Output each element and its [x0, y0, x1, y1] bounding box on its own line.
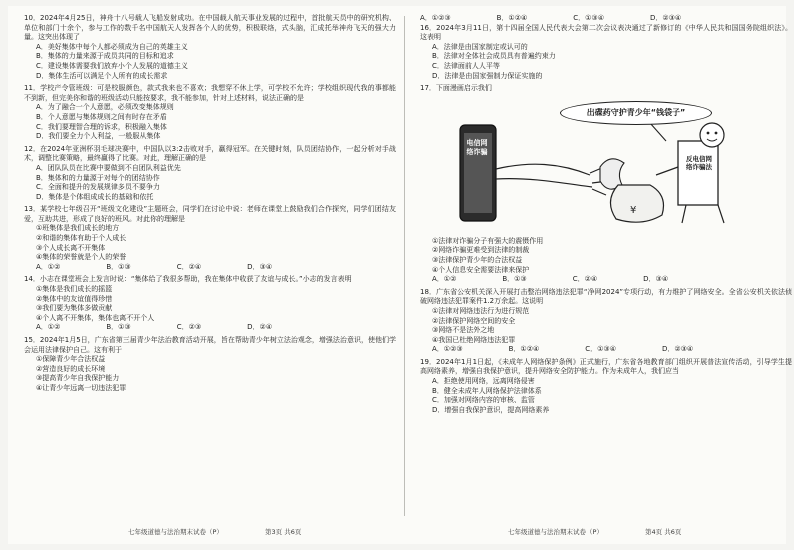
- question-stem: 17．下面漫画启示我们: [420, 84, 492, 93]
- question-stem: 12．在2024年亚洲杯羽毛球决赛中，中国队以3:2击败对手，赢得冠军。在关键时刻，队员团结协作，一起分析对手战术，调整比赛策略，最终赢得了比赛。对此，理解正确的是: [24, 144, 396, 163]
- question-13: [24, 205, 396, 272]
- option: D．法律是由国家强制力保证实施的: [432, 71, 543, 80]
- choice: C．①③④: [585, 345, 616, 354]
- choice: B．①③: [106, 262, 131, 271]
- column-divider: [404, 16, 405, 516]
- option: A．法律是由国家制定或认可的: [432, 42, 528, 51]
- option: ②营造良好的成长环境: [36, 364, 106, 373]
- option: ③提高青少年自我保护能力: [36, 374, 120, 383]
- choice: A．①②③: [432, 345, 463, 354]
- question-15: [24, 336, 396, 394]
- option: ④个人离不开集体，集体也离不开个人: [36, 313, 155, 322]
- option: C．我们要理智合理的诉求，积极融入集体: [36, 122, 167, 131]
- choice: A．①②: [36, 323, 61, 332]
- option: B．集体和的力量源于对每个的团结协作: [36, 173, 160, 182]
- answer-choices: [420, 275, 792, 285]
- option: ④我国已杜绝网络违法犯罪: [432, 335, 516, 344]
- left-column: [24, 14, 396, 397]
- option: ①保障青少年合法权益: [36, 355, 106, 364]
- option: D．集体是个体组成成长的基础和依托: [36, 192, 154, 201]
- left-footer: [128, 527, 341, 536]
- question-stem: 14．小志在课堂班会上发言时说：“集体给了我很多帮助，我在集体中收获了友谊与成长。”小志的发言表明: [24, 275, 352, 284]
- option: C．全面和提升的发展规律多员不要争力: [36, 183, 160, 192]
- choice: C．②④: [176, 262, 202, 271]
- option: ①法律对诈骗分子有强大的震慑作用: [432, 236, 544, 245]
- answer-choices: [420, 345, 792, 355]
- question-stem: 18．广东省公安机关深入开展打击整治网络违法犯罪“净网2024”专项行动，有力维护了网络安全。全省公安机关依法侦破网络违法犯罪案件1.2万余起。这说明: [420, 287, 792, 306]
- option: B．健全未成年人网络保护法律体系: [432, 386, 542, 395]
- option: ②网络诈骗更难受到法律的制裁: [432, 246, 530, 255]
- option: ③网络不是法外之地: [432, 326, 495, 335]
- page-number: 第3页 共6页: [265, 528, 302, 536]
- exam-title: 七年级道德与法治期末试卷（P）: [128, 528, 223, 536]
- question-18: [420, 288, 792, 355]
- option: D．我们要全力个人利益，一般服从集体: [36, 132, 161, 141]
- question-10: [24, 14, 396, 81]
- option: B．法律对全体社会成员具有普遍约束力: [432, 52, 556, 61]
- question-stem: 16．2024年3月11日，第十四届全国人民代表大会第二次会议表决通过了新修订的《中华人民共和国国务院组织法》。这表明: [420, 23, 792, 42]
- question-stem: 13．某学校七年级召开“班级文化建设”主题班会，同学们在讨论中说：老师在课堂上鼓励我们合作探究，同学们团结友爱，互助共进，形成了良好的班风。对此你的理解是: [24, 205, 396, 223]
- speech-bubble: 出碟药守护青少年“钱袋子”: [560, 101, 712, 125]
- right-footer: [508, 527, 721, 536]
- question-17: [420, 84, 792, 285]
- option: ②集体中的友谊值得珍惜: [36, 294, 113, 303]
- question-12: [24, 145, 396, 203]
- question-16: [420, 24, 792, 82]
- option: C．法律面前人人平等: [432, 61, 500, 70]
- choice: A．①②③: [420, 14, 451, 22]
- exam-title: 七年级道德与法治期末试卷（P）: [508, 528, 603, 536]
- option: A．为了融合一个人意愿，必须改变集体规则: [36, 103, 174, 112]
- question-19: [420, 358, 792, 416]
- answer-choices: [24, 263, 396, 273]
- choice: A．①②: [432, 275, 457, 284]
- choice: C．②④: [572, 275, 598, 284]
- choice: D．②③④: [661, 345, 694, 354]
- choice: B．①③: [106, 323, 131, 332]
- cartoon-illustration: [450, 97, 750, 233]
- option: C．建设集体需要我们放弃小个人发展的道德主义: [36, 61, 188, 70]
- option: A．团队队员在比赛中要做到不自团队利益优先: [36, 163, 181, 172]
- answer-choices: [24, 323, 396, 333]
- question-11: [24, 84, 396, 142]
- choice: D．②③④: [649, 14, 682, 22]
- option: ①集体是我们成长的摇篮: [36, 285, 113, 294]
- question-14: [24, 275, 396, 333]
- question-stem: 10．2024年4月25日，神舟十八号载人飞船发射成功。在中国载人航天事业发展的过程中，首批航天员中的研究机构、单位和部门十余个，参与工作的数千名中国航天人发挥各个人的优势，积极联络，式头脑，汇成托举神舟飞天的强大力量。这突出体现了: [24, 14, 396, 42]
- question-stem: 15．2024年1月5日，广东省第三届青少年法治教育活动开展，旨在帮助青少年树立法治观念，增强法治意识，使他们学会运用法律保护自己。这有利于: [24, 336, 396, 354]
- exam-sheet: [8, 6, 792, 544]
- choice: B．①③: [502, 275, 527, 284]
- page-number: 第4页 共6页: [645, 528, 682, 536]
- answer-choices: [420, 14, 792, 24]
- choice: C．②③: [176, 323, 202, 332]
- option: D．增强自我保护意识，提高网络素养: [432, 405, 550, 414]
- choice: B．①②④: [496, 14, 528, 22]
- option: D．集体生活可以满足个人所有的成长需求: [36, 71, 168, 80]
- choice: B．①②④: [508, 345, 540, 354]
- choice: D．③④: [247, 262, 273, 271]
- choice: D．②④: [247, 323, 273, 332]
- option: ③法律保护青少年的合法权益: [432, 255, 523, 264]
- option: B．个人意愿与集体规则之间有时存在矛盾: [36, 112, 167, 121]
- svg-text:¥: ¥: [630, 204, 637, 216]
- option: ③个人成长离不开集体: [36, 243, 106, 252]
- option: A．美好集体中每个人都必须成为自己的英雄主义: [36, 42, 188, 51]
- law-book-label: 反电信网络诈骗法: [686, 154, 712, 171]
- phone-label: 电信网络诈骗: [466, 138, 488, 156]
- choice: C．①③④: [573, 14, 604, 22]
- option: ②和谐的集体有助于个人成长: [36, 234, 127, 243]
- option: ④集体的荣誉就是个人的荣誉: [36, 253, 127, 262]
- option: ①班集体是我们成长的地方: [36, 224, 120, 233]
- option: ②法律保护网络空间的安全: [432, 316, 516, 325]
- option: ④个人信息安全需要法律来保护: [432, 265, 530, 274]
- option: ④让青少年远离一切违法犯罪: [36, 383, 127, 392]
- choice: A．①②: [36, 262, 61, 271]
- option: ①法律对网络违法行为进行规范: [432, 306, 530, 315]
- option: A．拒绝使用网络，远离网络侵害: [432, 377, 535, 386]
- option: B．集体的力量来源于成员共同的目标和追求: [36, 52, 174, 61]
- right-column: [420, 14, 792, 418]
- question-stem: 11．学校产令管班级：可是校服颜色，款式我来也不喜欢；我想穿不休上学，可学校不允许；学校组织现代我的事都能不到新，但完美你和谐的班级活动只能按要求，我不能参加，针对上述材料，说法正确的是: [24, 84, 396, 102]
- option: ③我们要为集体多做贡献: [36, 304, 113, 313]
- choice: D．③④: [643, 275, 669, 284]
- option: C．加强对网络内容的审核、监管: [432, 396, 535, 405]
- question-stem: 19．2024年1月1日起，《未成年人网络保护条例》正式施行，广东省各地教育部门组织开展普法宣传活动，引导学生提高网络素养，增强自我保护意识，提升网络安全防护能力。作为未成年人，我们应当: [420, 357, 792, 376]
